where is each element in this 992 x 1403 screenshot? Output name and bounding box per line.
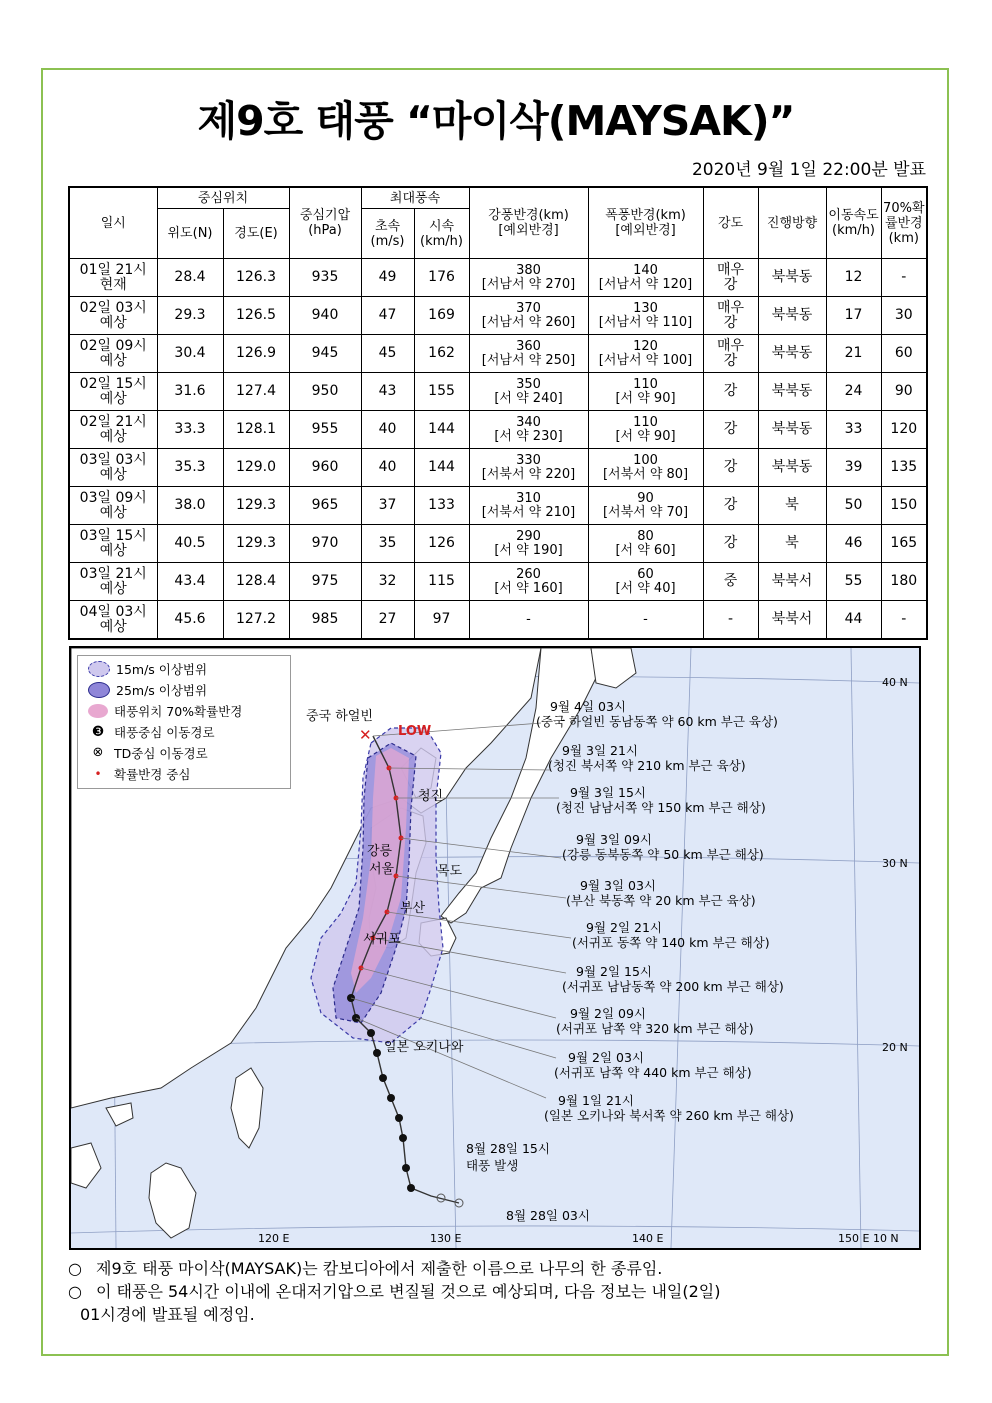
th-intensity: 강도 — [703, 187, 758, 259]
annotation-label: 9월 3일 21시 (청진 북서쪽 약 210 km 부근 육상) — [548, 743, 746, 773]
table-row — [69, 563, 927, 601]
cell-lat: 38.0 — [157, 487, 223, 525]
city-okinawa: 일본 오키나와 — [384, 1040, 464, 1055]
annotation-label: 9월 3일 15시 (청진 남남서쪽 약 150 km 부근 해상) — [556, 785, 766, 815]
cell-d1: 01일 21시 현재 — [69, 259, 157, 297]
cell-spd: 24 — [826, 373, 881, 411]
low-label: LOW — [398, 724, 432, 739]
cell-p: 935 — [289, 259, 361, 297]
low-x-icon: ✕ — [359, 726, 372, 744]
annotation-label: 9월 3일 03시 (부산 북동쪽 약 20 km 부근 육상) — [566, 878, 756, 908]
page-title: 제9호 태풍 “마이삭(MAYSAK)” — [197, 97, 795, 145]
cell-spd: 12 — [826, 259, 881, 297]
cell-lon: 127.2 — [223, 601, 289, 640]
cell-d1: 02일 03시 예상 — [69, 297, 157, 335]
cell-d1: 02일 15시 예상 — [69, 373, 157, 411]
cell-d1: 03일 09시 예상 — [69, 487, 157, 525]
r25-swatch-icon — [88, 682, 110, 698]
grid-140e: 140 E — [632, 1232, 664, 1245]
cell-p: 970 — [289, 525, 361, 563]
th-wind-kmh: 시속(km/h) — [414, 209, 469, 259]
table-row — [69, 259, 927, 297]
cell-lat: 35.3 — [157, 449, 223, 487]
cell-g1: 310 [서북서 약 210] — [469, 487, 588, 525]
cell-lon: 128.1 — [223, 411, 289, 449]
note-1: ○ 제9호 태풍 마이삭(MAYSAK)는 캄보디아에서 제출한 이름으로 나무의 한 종류임. — [68, 1259, 663, 1278]
annotation-label: 9월 2일 09시 (서귀포 남쪽 약 320 km 부근 해상) — [556, 1006, 754, 1036]
th-lat: 위도(N) — [157, 209, 223, 259]
cell-s1: - — [588, 601, 703, 640]
legend-track: ❸ 태풍중심 이동경로 — [88, 722, 215, 742]
note-2-cont: 01시경에 발표될 예정임. — [80, 1305, 255, 1324]
cell-int: 강 — [703, 525, 758, 563]
typhoon-symbol-icon: ❸ — [91, 724, 105, 740]
cell-int: 매우강 — [703, 259, 758, 297]
cell-ms: 40 — [361, 411, 414, 449]
cell-lon: 129.3 — [223, 487, 289, 525]
annotation-label: 9월 3일 09시 (강릉 동북동쪽 약 50 km 부근 해상) — [562, 832, 764, 862]
th-maxwind: 최대풍속 — [361, 187, 469, 209]
cell-spd: 44 — [826, 601, 881, 640]
cell-ms: 40 — [361, 449, 414, 487]
map-legend — [77, 655, 291, 789]
cell-ms: 35 — [361, 525, 414, 563]
cell-lat: 43.4 — [157, 563, 223, 601]
cell-dir: 북북서 — [758, 563, 826, 601]
cell-lon: 126.9 — [223, 335, 289, 373]
table-row — [69, 411, 927, 449]
cell-spd: 50 — [826, 487, 881, 525]
legend-prob: 태풍위치 70%확률반경 — [88, 701, 242, 721]
cell-kmh: 169 — [414, 297, 469, 335]
city-harbin: 중국 하얼빈 — [306, 709, 373, 724]
cell-g1: 360 [서남서 약 250] — [469, 335, 588, 373]
city-seoul: 서울 — [369, 862, 395, 877]
cell-dir: 북북동 — [758, 259, 826, 297]
cell-d1: 03일 15시 예상 — [69, 525, 157, 563]
cell-lon: 129.0 — [223, 449, 289, 487]
issued-time: 2020년 9월 1일 22:00분 발표 — [691, 160, 926, 180]
city-gangneung: 강릉 — [367, 844, 393, 859]
cell-dir: 북 — [758, 525, 826, 563]
th-datetime: 일시 — [69, 187, 157, 259]
city-seogwipo: 서귀포 — [363, 932, 401, 947]
cell-prob: 135 — [881, 449, 927, 487]
note-2: ○ 이 태풍은 54시간 이내에 온대저기압으로 변질될 것으로 예상되며, 다음 정보는 내일(2일) — [68, 1282, 721, 1301]
cell-prob: 120 — [881, 411, 927, 449]
cell-int: 매우강 — [703, 297, 758, 335]
city-mokdo: 목도 — [437, 864, 463, 879]
cell-lon: 126.5 — [223, 297, 289, 335]
cell-int: 강 — [703, 487, 758, 525]
genesis-label: 태풍 발생 — [466, 1158, 519, 1173]
cell-int: 중 — [703, 563, 758, 601]
cell-p: 955 — [289, 411, 361, 449]
cell-dir: 북북동 — [758, 411, 826, 449]
table-row — [69, 335, 927, 373]
grid-120e: 120 E — [258, 1232, 290, 1245]
cell-ms: 43 — [361, 373, 414, 411]
cell-ms: 27 — [361, 601, 414, 640]
cell-kmh: 126 — [414, 525, 469, 563]
cell-lat: 29.3 — [157, 297, 223, 335]
legend-td: ⊗ TD중심 이동경로 — [88, 743, 208, 763]
cell-s1: 130 [서남서 약 110] — [588, 297, 703, 335]
table-row — [69, 449, 927, 487]
prob-swatch-icon — [88, 704, 108, 718]
cell-ms: 32 — [361, 563, 414, 601]
cell-lon: 129.3 — [223, 525, 289, 563]
th-speed: 이동속도(km/h) — [826, 187, 881, 259]
cell-p: 975 — [289, 563, 361, 601]
grid-40n: 40 N — [882, 676, 908, 689]
cell-spd: 55 — [826, 563, 881, 601]
cell-p: 940 — [289, 297, 361, 335]
th-pressure: 중심기압(hPa) — [289, 187, 361, 259]
cell-dir: 북북동 — [758, 373, 826, 411]
annotation-label: 9월 4일 03시 (중국 하얼빈 동남동쪽 약 60 km 부근 육상) — [536, 699, 778, 729]
cell-int: 강 — [703, 449, 758, 487]
cell-g1: 330 [서북서 약 220] — [469, 449, 588, 487]
grid-30n: 30 N — [882, 857, 908, 870]
cell-lat: 30.4 — [157, 335, 223, 373]
cell-s1: 120 [서남서 약 100] — [588, 335, 703, 373]
cell-dir: 북북동 — [758, 449, 826, 487]
cell-d1: 03일 03시 예상 — [69, 449, 157, 487]
cell-kmh: 176 — [414, 259, 469, 297]
center-dot-icon: • — [94, 767, 102, 781]
th-lon: 경도(E) — [223, 209, 289, 259]
cell-int: 매우강 — [703, 335, 758, 373]
table-row — [69, 601, 927, 640]
cell-g1: 380 [서남서 약 270] — [469, 259, 588, 297]
cell-spd: 46 — [826, 525, 881, 563]
cell-s1: 110 [서 약 90] — [588, 411, 703, 449]
cell-d1: 03일 21시 예상 — [69, 563, 157, 601]
table-row — [69, 373, 927, 411]
cell-lat: 45.6 — [157, 601, 223, 640]
cell-d1: 02일 21시 예상 — [69, 411, 157, 449]
cell-d1: 02일 09시 예상 — [69, 335, 157, 373]
legend-center: • 확률반경 중심 — [88, 764, 190, 784]
grid-10n: 150 E 10 N — [838, 1232, 899, 1245]
city-busan: 부산 — [400, 901, 426, 916]
td-start-label: 8월 28일 03시 — [506, 1208, 590, 1223]
cell-dir: 북 — [758, 487, 826, 525]
cell-g1: 340 [서 약 230] — [469, 411, 588, 449]
cell-prob: 165 — [881, 525, 927, 563]
cell-p: 965 — [289, 487, 361, 525]
cell-s1: 80 [서 약 60] — [588, 525, 703, 563]
cell-p: 960 — [289, 449, 361, 487]
cell-p: 985 — [289, 601, 361, 640]
cell-s1: 140 [서남서 약 120] — [588, 259, 703, 297]
cell-prob: - — [881, 259, 927, 297]
cell-s1: 100 [서북서 약 80] — [588, 449, 703, 487]
cell-dir: 북북동 — [758, 297, 826, 335]
genesis-time: 8월 28일 15시 — [466, 1141, 550, 1156]
cell-s1: 90 [서북서 약 70] — [588, 487, 703, 525]
cell-s1: 60 [서 약 40] — [588, 563, 703, 601]
cell-ms: 47 — [361, 297, 414, 335]
legend-15ms: 15m/s 이상범위 — [88, 659, 207, 679]
cell-lon: 128.4 — [223, 563, 289, 601]
cell-g1: 350 [서 약 240] — [469, 373, 588, 411]
th-storm: 폭풍반경(km) [예외반경] — [588, 187, 703, 259]
annotation-label: 9월 2일 21시 (서귀포 동쪽 약 140 km 부근 해상) — [572, 920, 770, 950]
cell-kmh: 97 — [414, 601, 469, 640]
th-wind-ms: 초속(m/s) — [361, 209, 414, 259]
cell-lat: 31.6 — [157, 373, 223, 411]
cell-lat: 33.3 — [157, 411, 223, 449]
cell-kmh: 155 — [414, 373, 469, 411]
cell-d1: 04일 03시 예상 — [69, 601, 157, 640]
th-center: 중심위치 — [157, 187, 289, 209]
cell-spd: 39 — [826, 449, 881, 487]
th-prob: 70%확률반경(km) — [881, 187, 927, 259]
cell-kmh: 144 — [414, 449, 469, 487]
cell-spd: 33 — [826, 411, 881, 449]
cell-ms: 45 — [361, 335, 414, 373]
cell-lat: 28.4 — [157, 259, 223, 297]
annotation-label: 9월 1일 21시 (일본 오키나와 북서쪽 약 260 km 부근 해상) — [544, 1093, 794, 1123]
cell-g1: 370 [서남서 약 260] — [469, 297, 588, 335]
grid-20n: 20 N — [882, 1041, 908, 1054]
cell-prob: 150 — [881, 487, 927, 525]
cell-g1: 290 [서 약 190] — [469, 525, 588, 563]
cell-kmh: 115 — [414, 563, 469, 601]
cell-int: - — [703, 601, 758, 640]
cell-lon: 126.3 — [223, 259, 289, 297]
cell-g1: 260 [서 약 160] — [469, 563, 588, 601]
cell-lat: 40.5 — [157, 525, 223, 563]
cell-ms: 49 — [361, 259, 414, 297]
cell-kmh: 133 — [414, 487, 469, 525]
cell-dir: 북북서 — [758, 601, 826, 640]
annotation-label: 9월 2일 15시 (서귀포 남남동쪽 약 200 km 부근 해상) — [562, 964, 784, 994]
legend-25ms: 25m/s 이상범위 — [88, 680, 207, 700]
notes — [68, 1257, 928, 1326]
cell-p: 950 — [289, 373, 361, 411]
th-direction: 진행방향 — [758, 187, 826, 259]
cell-int: 강 — [703, 373, 758, 411]
city-chongjin: 청진 — [418, 789, 444, 804]
cell-prob: 60 — [881, 335, 927, 373]
cell-kmh: 144 — [414, 411, 469, 449]
cell-spd: 17 — [826, 297, 881, 335]
td-symbol-icon: ⊗ — [92, 745, 104, 760]
grid-130e: 130 E — [430, 1232, 462, 1245]
cell-g1: - — [469, 601, 588, 640]
cell-dir: 북북동 — [758, 335, 826, 373]
annotation-label: 9월 2일 03시 (서귀포 남쪽 약 440 km 부근 해상) — [554, 1050, 752, 1080]
cell-prob: 30 — [881, 297, 927, 335]
cell-s1: 110 [서 약 90] — [588, 373, 703, 411]
cell-prob: - — [881, 601, 927, 640]
forecast-table — [68, 186, 928, 640]
table-row — [69, 297, 927, 335]
cell-prob: 90 — [881, 373, 927, 411]
cell-int: 강 — [703, 411, 758, 449]
cell-prob: 180 — [881, 563, 927, 601]
cell-kmh: 162 — [414, 335, 469, 373]
cell-ms: 37 — [361, 487, 414, 525]
cell-lon: 127.4 — [223, 373, 289, 411]
th-gale: 강풍반경(km) [예외반경] — [469, 187, 588, 259]
table-row — [69, 525, 927, 563]
cell-p: 945 — [289, 335, 361, 373]
cell-spd: 21 — [826, 335, 881, 373]
r15-swatch-icon — [88, 661, 110, 677]
table-row — [69, 487, 927, 525]
